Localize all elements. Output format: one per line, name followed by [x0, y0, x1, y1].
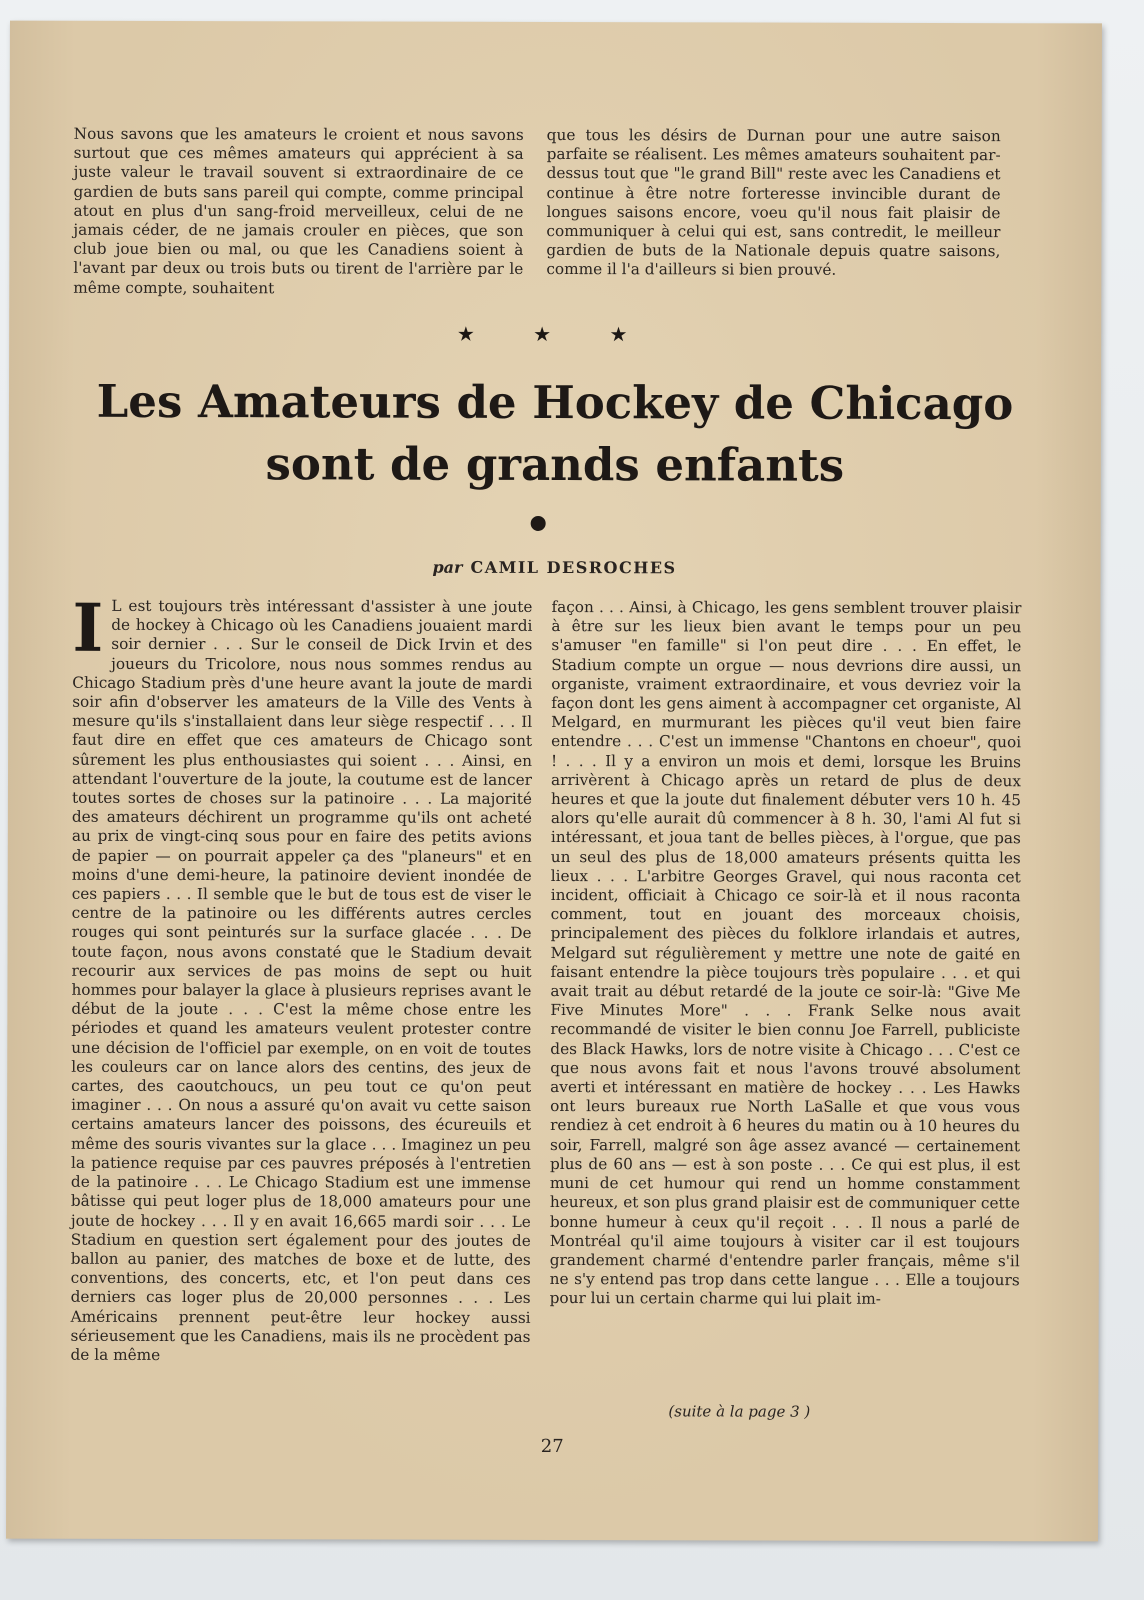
- section-separator-stars: ★ ★ ★: [456, 321, 654, 347]
- title-bullet-dot: [531, 516, 546, 531]
- intro-paragraph-right: que tous les désirs de Durnan pour une autre saison parfaite se réalisent. Les mêmes amateurs souhaitent par-dessus tout que "le grand Bill" reste avec les Canadiens et continue à être notre forteresse invincible durant de longues saisons encore, voeu qu'il nous fait plaisir de communiquer à celui qui est, sans contredit, le meilleur gardien de buts de la Nationale depuis quatre saisons, comme il l'a d'ailleurs si bien prouvé.: [546, 125, 1001, 280]
- byline-author: CAMIL DESROCHES: [470, 557, 677, 578]
- article-title-line-2: sont de grands enfants: [265, 437, 845, 492]
- article-title: [9, 371, 1101, 498]
- intro-paragraph-left: Nous savons que les amateurs le croient et nous savons surtout que ces mêmes amateurs qui apprécient à sa juste valeur le travail souvent si extraordinaire de ce gardien de buts sans pareil qui compte, comme principal atout en plus d'un sang-froid merveilleux, celui de ne jamais céder, de ne jamais crouler en pièces, que son club joue bien ou mal, ou que les Canadiens soient à l'avant par deux ou trois buts ou tirent de l'arrière par le même compte, souhaitent: [73, 124, 524, 297]
- drop-cap: I: [72, 588, 104, 667]
- article-paragraph-left: [70, 588, 533, 1366]
- article-column-left: [70, 588, 533, 1366]
- magazine-page: [6, 21, 1102, 1542]
- intro-column-left: [73, 125, 523, 299]
- byline: [9, 557, 1101, 579]
- article-column-right: [550, 598, 1022, 1310]
- intro-column-right: [546, 126, 1000, 281]
- article-text-left: L est toujours très intéressant d'assister à une joute de hockey à Chicago où les Canadiens jouaient mardi soir dernier . . . Sur le conseil de Dick Irvin et des joueurs du Tricolore, nous nous sommes rendus au Chicago Stadium près d'une heure avant la joute de mardi soir afin d'observer les amateurs de la Ville des Vents à mesure qu'ils s'installaient dans leur siège respectif . . . Il faut dire en effet que ces amateurs de Chicago sont sûrement les plus enthousiastes qui soient . . . Ainsi, en attendant l'ouverture de la joute, la coutume est de lancer toutes sortes de choses sur la patinoire . . . La majorité des amateurs déchirent un programme qu'ils ont acheté au prix de vingt-cinq sous pour en faire des petits avions de papier — on pourrait appeler ça des "planeurs" et en moins d'une demi-heure, la patinoire devient inondée de ces papiers . . . Il semble que le but de tous est de viser le centre de la patinoire ou les différents autres cercles rouges qui sont peinturés sur la surface glacée . . . De toute façon, nous avons constaté que le Stadium devait recourir aux services de pas moins de sept ou huit hommes pour balayer la glace à plusieurs reprises avant le début de la joute . . . C'est la même chose entre les périodes et quand les amateurs veulent protester contre une décision de l'officiel par exemple, on en voit de toutes les couleurs car on lance alors des centins, des jeux de cartes, des caoutchoucs, un peu tout ce qu'on peut imaginer . . . On nous a assuré qu'on avait vu cette saison certains amateurs lancer des poissons, des écureuils et même des souris vivantes sur la glace . . . Imaginez un peu la patience requise par ces pauvres préposés à l'entretien de la patinoire . . . Le Chicago Stadium est une immense bâtisse qui peut loger plus de 18,000 amateurs pour une joute de hockey . . . Il y en avait 16,665 mardi soir . . . Le Stadium en question sert également pour des joutes de ballon au panier, des matches de boxe et de lutte, des conventions, des concerts, etc, et l'on peut dans ces derniers cas loger plus de 20,000 personnes . . . Les Américains prennent peut-être leur hockey aussi sérieusement que les Canadiens, mais ils ne procèdent pas de la même: [70, 596, 533, 1364]
- continued-note: (suite à la page 3 ): [668, 1402, 811, 1421]
- page-number: 27: [540, 1435, 564, 1458]
- article-paragraph-right: façon . . . Ainsi, à Chicago, les gens semblent trouver plaisir à être sur les lieux bien avant le temps pour un peu s'amuser "en famille" si l'on peut dire . . . En effet, le Stadium compte un orgue — nous devrions dire aussi, un organiste, vraiment extraordinaire, et vous devriez voir la façon dont les gens aiment à accompagner cet organiste, Al Melgard, en murmurant les pièces qu'il veut bien faire entendre . . . C'est un immense "Chantons en choeur", quoi ! . . . Il y a environ un mois et demi, lorsque les Bruins arrivèrent à Chicago après un retard de plus de deux heures et que la joute dut finalement débuter vers 10 h. 45 alors qu'elle aurait dû commencer à 8 h. 30, l'ami Al fut si intéressant, et joua tant de belles pièces, à l'orgue, que pas un seul des plus de 18,000 amateurs présents quitta les lieux . . . L'arbitre Georges Gravel, qui nous raconta cet incident, officiait à Chicago ce soir-là et il nous raconta comment, tout en jouant des morceaux choisis, principalement des pièces du folklore irlandais et autres, Melgard sut régulièrement y mettre une note de gaité en faisant entendre la pièce toujours très populaire . . . et qui avait trait au début retardé de la joute ce soir-là: "Give Me Five Minutes More" . . . Frank Selke nous avait recommandé de visiter le bien connu Joe Farrell, publiciste des Black Hawks, lors de notre visite à Chicago . . . C'est ce que nous avons fait et nous l'avons trouvé absolument averti et intéressant en matière de hockey . . . Les Hawks ont leurs bureaux rue North LaSalle et que vous vous rendiez à cet endroit à 6 heures du matin ou à 10 heures du soir, Farrell, malgré son âge assez avancé — certainement plus de 60 ans — est à son poste . . . Ce qui est plus, il est muni de cet humour qui rend un homme constamment heureux, et son plus grand plaisir est de communiquer cette bonne humeur à ceux qu'il reçoit . . . Il nous a parlé de Montréal qu'il aime toujours à visiter car il est toujours grandement charmé d'entendre parler français, même s'il ne s'y entend pas trop dans cette langue . . . Elle a toujours pour lui un certain charme qui lui plait im-: [549, 597, 1022, 1309]
- byline-prefix: par: [432, 557, 463, 577]
- article-title-line-1: Les Amateurs de Hockey de Chicago: [96, 374, 1014, 431]
